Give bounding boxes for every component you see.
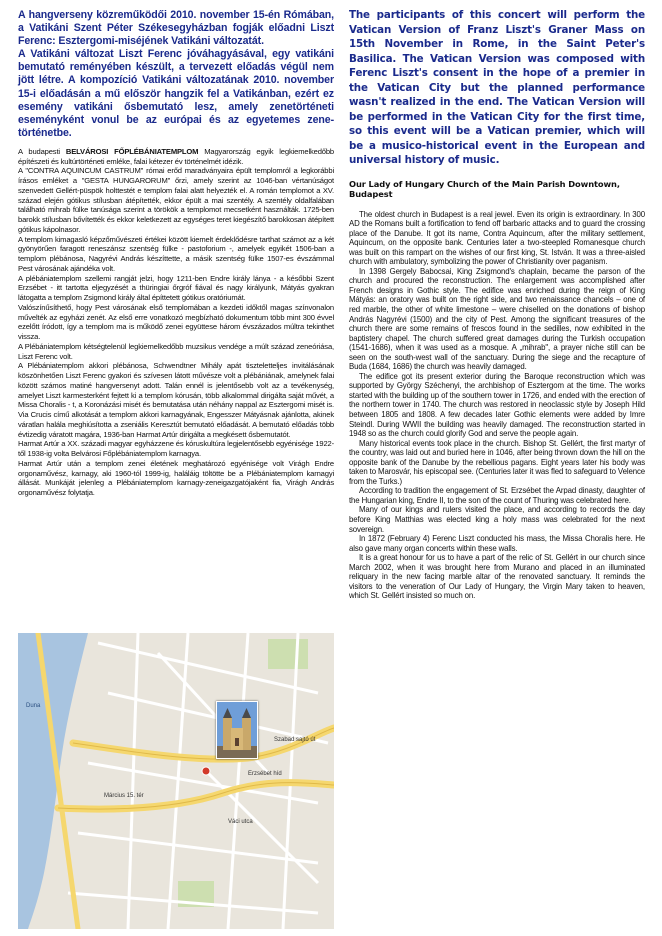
hungarian-paragraph: Harmat Artúr a XX. századi magyar egyházzene és kóruskultúra legjelentősebb egyénisége 1922-től 1938-ig volta Belvárosi Főplébániatemplom karnagya. — [18, 439, 334, 459]
map-label-marcius: Március 15. tér — [104, 793, 144, 799]
english-paragraph: It is a great honour for us to have a part of the relic of St. Gellért in our church since March 2002, when it was brought here from Murano and placed in an illuminated reliquary in the new facing marble altar of the renovated sanctuary. It reminds the visitors to the veneration of Our Lady of Hungary, the Virgin Mary taken to heaven, which St. Gellért insisted so much on. — [349, 553, 645, 601]
location-map[interactable] — [18, 633, 334, 929]
hungarian-body — [18, 147, 334, 498]
hungarian-paragraph — [18, 147, 334, 167]
english-lead-paragraph: The participants of this concert will perform the Vatican Version of Franz Liszt's Graner Mass on 15th November in Rome, in the Saint Peter's Basilica. The Vatican Version was composed with Ferenc Liszt's consent in the hope of a premier in the Vatican City but the planned performance wasn't realized in the end. The Vatican Version will be performed in the Vatican City for the first time, so this event will be a Vatican premier, which will be a musico-historical event in the European and universal history of music. — [349, 9, 645, 166]
english-paragraph: In 1398 Gergely Babocsai, King Zsigmond's chaplain, became the parson of the church and procured the reconstruction. The enlargement was accomplished after French designs in Gothic style. The edifice was enriched during the reign of King Mátyás: an oratory was built on the right side, and two renaissance chancels – one of red marble, the other of white limestone – were chiselled on the donations of bishop András Nagyrévi (1500) and the city of Pest. Among the significant treasures of the church there are some remains of frescos found in the sedilles, now exhibited in the baptistery chapel. The church suffered great damages during the Turkish occupation (1541-1686), when it was used as a mosque. A „mihrab", a prayer niche still can be seen on the south-west wall of the sanctuary. During the siege and the recapture of Buda (1684, 1686) the church was heavily damaged. — [349, 266, 645, 372]
church-photo — [216, 701, 258, 759]
hungarian-paragraph: A "CONTRA AQUINCUM CASTRUM" római erőd maradványaira épült templomról a legkorábbi írásos emléket a "GESTA HUNGARORUM" őrzi, amely szerint az 1046-ban vértanúságot szenvedett Gellért-püspök holttestét e templom falai alatt helyezték el. A román templomot a XV. század elején gótikus stílusban átépítették, ekkor épült a mai szentély. A szentély oldalfalában található mihrab fülke tanúsága szerint a törökök a templomot mecsetként használták. 1725-ben barokk stílusban bővítették és ekkor keletkezett az egységes teret kiegészítő barokkosan átépített gótikus kápolnasor. — [18, 166, 334, 234]
body-intro: A budapesti — [18, 146, 60, 156]
english-paragraph: The edifice got its present exterior during the Baroque reconstruction which was supported by György Széchenyi, the archbishop of Esztergom at the time. The works started with the building up of the southern tower in 1726, and ended with the erection of the northern tower in 1740. The church was restored in neoclassic style by Joseph Hild between 1805 and 1808. A few decades later Gothic elements were added by Imre Steindl. During WWII the building was heavily damaged. The reconstruction started in 1948 so as the church could glorify God and serve the people again. — [349, 371, 645, 439]
map-graphic — [18, 633, 334, 929]
hungarian-lead-paragraph: A hangverseny közreműködői 2010. november 15-én Rómában, a Vatikáni Szent Péter Székesegyházban fogják előadni Liszt Ferenc: Esztergomi-miséjének Vatikáni változatát. — [18, 9, 334, 48]
english-lead — [349, 8, 645, 168]
hungarian-paragraph: A Plébániatemplom akkori plébánosa, Schwendtner Mihály apát tiszteletteljes invitálásának köszönhetően Liszt Ferenc gyakori és szívesen látott művésze volt a plébániának, amelynek falai között számos matiné hangversenyt adott. Talán ennél is jelentősebb volt az a tevékenység, amelyet Liszt karmesterként fejtett ki a templom kórusán, több alkalommal dirigálta saját művét, a Missa Choralis - t, a Koronázási misét és bemutatása után néhány nappal az Esztergomi misét is. Via Crucis című alkotását a templom akkori karnagyának, Engesszer Mátyásnak ajánlotta, akinek váratlan halála meghiúsította a zseniális Keresztút bemutató előadását. A bemutató előadás több évtizedig váratott magára, 1936-ban Harmat Artúr dirigálta a megkésett ősbemutatót. — [18, 361, 334, 439]
body-first-rest: Magyarország egyik legkiemelkedőbb építészeti és kultúrtörténeti emléke, falai kétezer év történelmét idézik. — [18, 146, 335, 166]
english-paragraph: Many historical events took place in the church. Bishop St. Gellért, the first martyr of the country, was laid out and buried here in 1046, after being thrown down the hill on the opposite bank of the Danube by the rebellious pagans. Eight years later his body was taken to Marosvár, his episcopal see. (Centuries later it was fled to safeguard to Velence from the Turks.) — [349, 438, 645, 486]
map-label-duna: Duna — [26, 703, 41, 709]
hungarian-paragraph: Harmat Artúr után a templom zenei életének meghatározó egyénisége volt Virágh Endre orgonaművész, karnagy, aki 1960-tól 1999-ig, haláláig töltötte be a Plébániatemplom karnagyi állását. Munkáját jelenleg a Plébániatemplom karnagy-zeneigazgatójaként fia, Virágh András orgonaművész folytatja. — [18, 458, 334, 498]
english-paragraph: Many of our kings and rulers visited the place, and according to records the day before King Matthias was elected king a holy mass was celebrated for the next sovereign. — [349, 505, 645, 534]
church-name: BELVÁROSI FŐPLÉBÁNIATEMPLOM — [65, 146, 199, 156]
hungarian-paragraph: A Plébániatemplom kétségtelenül legkiemelkedőbb muzsikus vendége a múlt század zeneóriása, Liszt Ferenc volt. — [18, 341, 334, 361]
hungarian-lead-paragraph: A Vatikáni változat Liszt Ferenc jóváhagyásával, egy vatikáni bemutató reményében készült, a tervezett előadás végül nem jött létre. A kompozíció Vatikáni változatának 2010. november 15-i előadásán a mű először hangzik fel a Vatikánban, ezért ez esemény vatikáni ősbemutató lesz, amely zenetörténeti eseményként vonul be az európai és az egyetemes zene-történetbe. — [18, 48, 334, 139]
english-paragraph: According to tradition the engagement of St. Erzsébet the Arpad dinasty, daughter of the Hungarian king, Endre II, to the son of the count of Thuring was celebrated here. — [349, 486, 645, 505]
map-label-szabad: Szabad sajtó út — [274, 737, 316, 743]
map-label-erzsebet: Erzsébet híd — [248, 771, 282, 777]
english-body — [349, 210, 645, 601]
right-column — [349, 0, 645, 601]
map-label-vaci: Váci utca — [228, 819, 253, 825]
english-paragraph: The oldest church in Budapest is a real jewel. Even its origin is extraordinary. In 300 AD the Romans built a fortification to fend off barbaric attacks and to guard the crossing place of the Danube. It got its name, Contra Aquincum, after the military settlement, Aquincum, on the opposite bank. Centuries later a two-steepled Romanesque church was built on this rampart on the wishes of our first king, St. István. It was a three-aisled church with ambulatory, symbolizing the power of Christianity over paganism. — [349, 209, 645, 267]
hungarian-paragraph: Valószínűsíthető, hogy Pest városának első templomában a kezdeti időktől magas színvonalon művelték az egyházi zenét. Az első erre vonatkozó megbízható dokumentum több mint 300 évvel ezelőtt íródott, így a templom ma is működő zenei együttese három évszázados múltra tekinthet vissza. — [18, 302, 334, 342]
left-column — [18, 0, 334, 498]
hungarian-paragraph: A templom kimagasló képzőművészeti értékei között kiemelt érdeklődésre tarthat számot az a két gyönyörűen faragott reneszánsz szentség fülke - pastoforium -, amelyek egyikét 1506-ban a templom plébánosa, Nagyrévi András készíttette, a másik szentség fülke 1507-es évszámmal Pest városának ajándéka volt. — [18, 234, 334, 273]
english-paragraph: In 1872 (February 4) Ferenc Liszt conducted his mass, the Missa Choralis here. He also gave many organ concerts within these walls. — [349, 534, 645, 553]
church-heading: Our Lady of Hungary Church of the Main Parish Downtown, Budapest — [349, 178, 620, 199]
hungarian-lead — [18, 9, 334, 140]
hungarian-paragraph: A plébániatemplom szellemi rangját jelzi, hogy 1211-ben Endre király lánya - a későbbi Szent Erzsébet - itt tartotta eljegyzését a thüringiai őrgróf fiával és nagy királyunk, Mátyás gyakran látogatta a templom Zsigmond király által építtetett gótikus oratóriumát. — [18, 273, 334, 303]
